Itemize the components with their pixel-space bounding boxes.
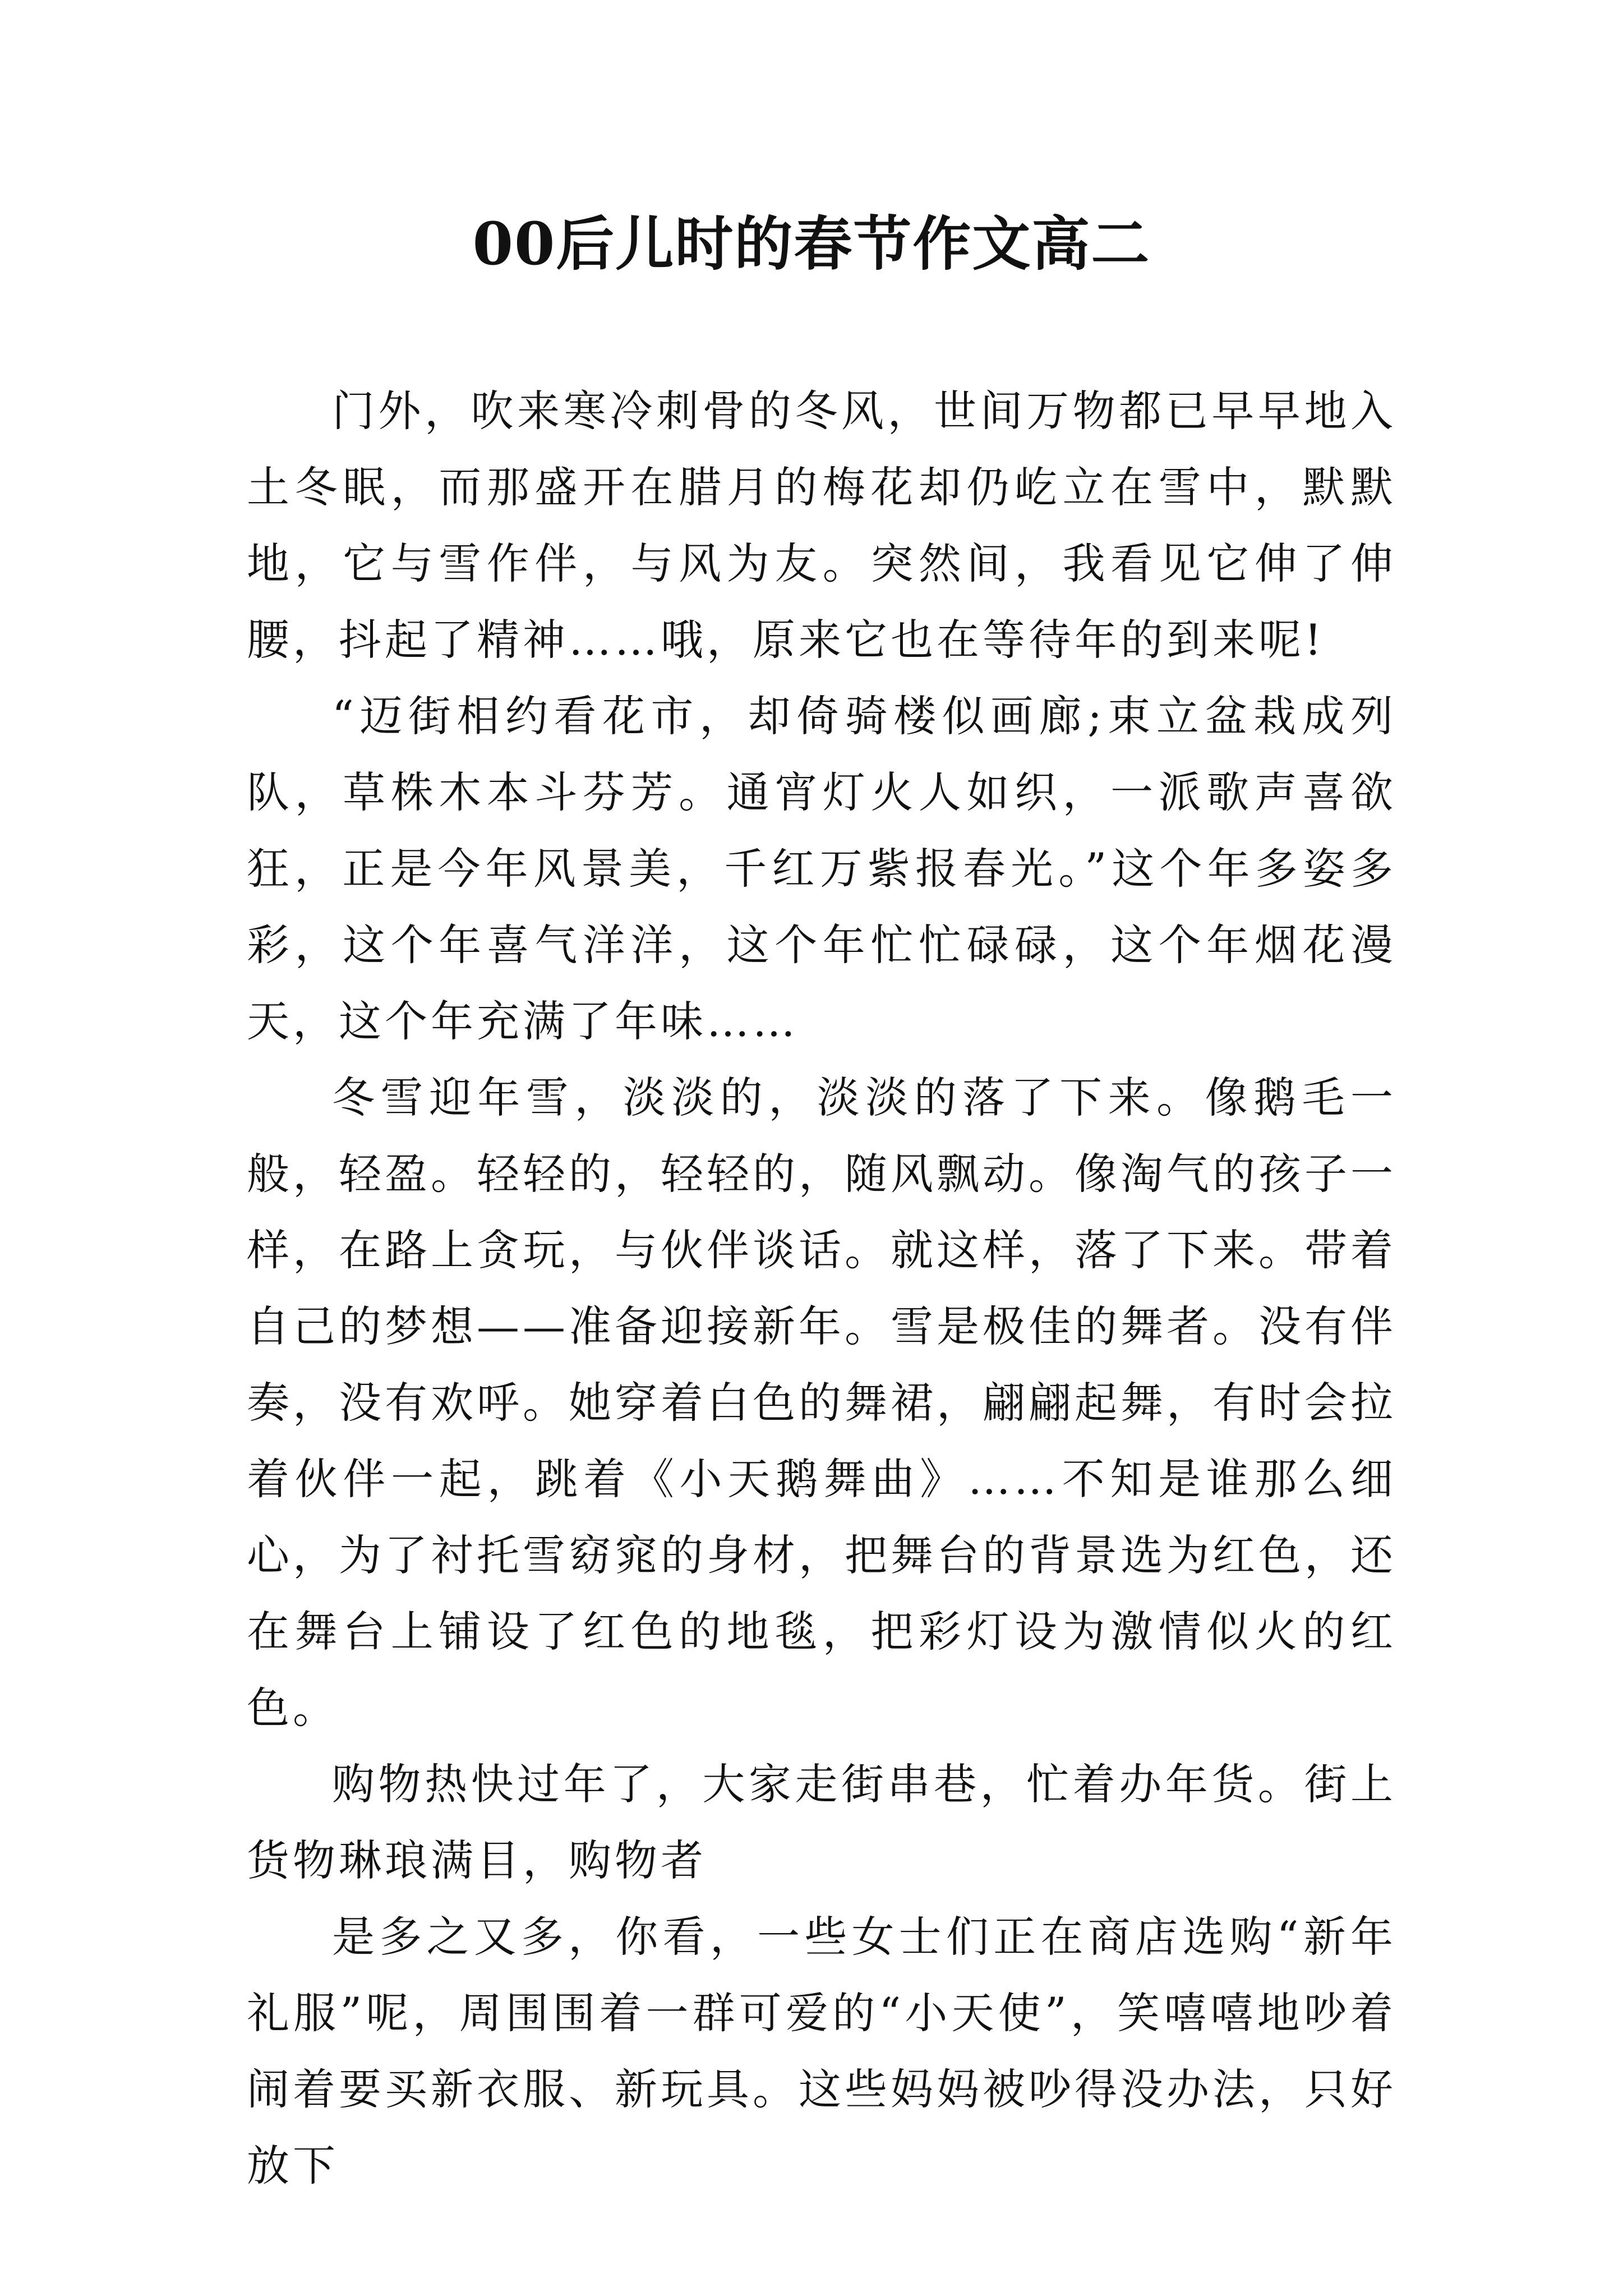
paragraph-1: 门外，吹来寒冷刺骨的冬风，世间万物都已早早地入土冬眠，而那盛开在腊月的梅花却仍屹立在雪中，默默地，它与雪作伴，与风为友。突然间，我看见它伸了伸腰，抖起了精神……哦，原来它也在等待年的到来呢! [247, 386, 1396, 665]
paragraph-5: 是多之又多，你看，一些女士们正在商店选购“新年礼服”呢，周围围着一群可爱的“小天使”，笑嘻嘻地吵着闹着要买新衣服、新玩具。这些妈妈被吵得没办法，只好放下 [247, 1912, 1396, 2191]
paragraph-4: 购物热快过年了，大家走街串巷，忙着办年货。街上货物琳琅满目，购物者 [247, 1759, 1396, 1885]
document-title: 00后儿时的春节作文高二 [472, 209, 1151, 278]
paragraph-3: 冬雪迎年雪，淡淡的，淡淡的落了下来。像鹅毛一般，轻盈。轻轻的，轻轻的，随风飘动。像淘气的孩子一样，在路上贪玩，与伙伴谈话。就这样，落了下来。带着自己的梦想——准备迎接新年。雪是极佳的舞者。没有伴奏，没有欢呼。她穿着白色的舞裙，翩翩起舞，有时会拉着伙伴一起，跳着《小天鹅舞曲》……不知是谁那么细心，为了衬托雪窈窕的身材，把舞台的背景选为红色，还在舞台上铺设了红色的地毯，把彩灯设为激情似火的红色。 [247, 1073, 1396, 1733]
paragraph-2: “迈街相约看花市，却倚骑楼似画廊;束立盆栽成列队，草株木本斗芬芳。通宵灯火人如织，一派歌声喜欲狂，正是今年风景美，千红万紫报春光。”这个年多姿多彩，这个年喜气洋洋，这个年忙忙碌碌，这个年烟花漫天，这个年充满了年味…… [247, 691, 1396, 1046]
document-body [247, 373, 1396, 2204]
